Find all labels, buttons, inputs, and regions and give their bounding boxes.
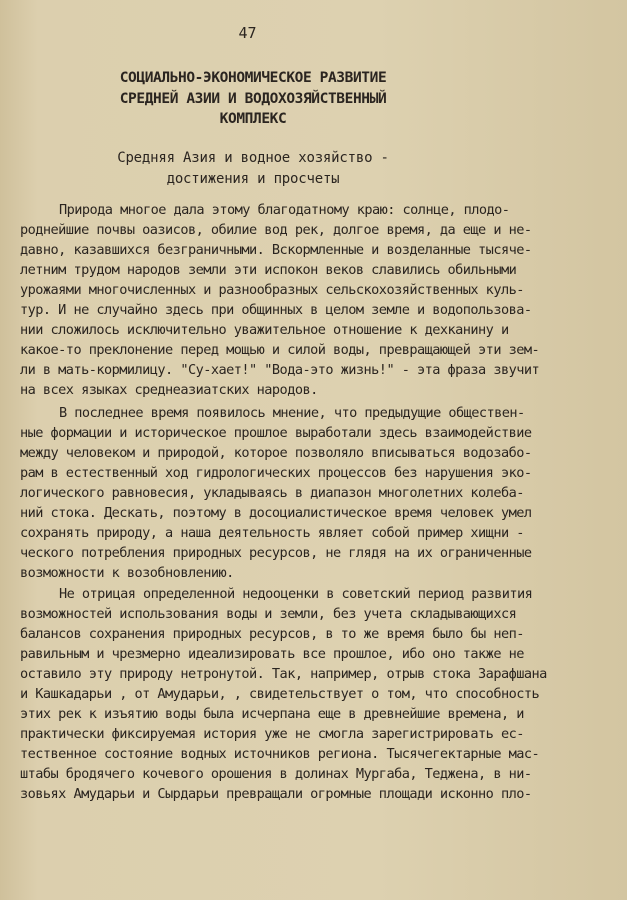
title-line-1: СОЦИАЛЬНО-ЭКОНОМИЧЕСКОЕ РАЗВИТИЕ [119, 70, 387, 86]
body-line: возможностей использования воды и земли, без учета складывающихся [20, 606, 517, 622]
body-line: роднейшие почвы оазисов, обилие вод рек, долгое время, да еще и не- [20, 222, 532, 238]
body-line: В последнее время появилось мнение, что предыдущие обществен- [59, 405, 525, 421]
body-line: давно, казавшихся безграничными. Вскормленные и возделанные тысяче- [20, 242, 532, 258]
body-line: рам в естественный ход гидрологических процессов без нарушения эко- [20, 465, 532, 481]
body-line: ческого потребления природных ресурсов, не глядя на их ограниченные [20, 545, 532, 561]
body-line: логического равновесия, укладываясь в диапазон многолетних колеба- [20, 485, 524, 501]
page-number: 47 [238, 24, 257, 42]
body-line: возможности к возобновлению. [20, 565, 234, 581]
title-line-3: КОМПЛЕКС [219, 111, 287, 127]
body-line: летним трудом народов земли эти испокон веков славились обильными [20, 262, 517, 278]
subtitle-line-1: Средняя Азия и водное хозяйство - [117, 150, 389, 166]
body-line: балансов сохранения природных ресурсов, в то же время было бы неп- [20, 626, 524, 642]
body-line: ные формации и историческое прошлое выработали здесь взаимодействие [20, 425, 532, 441]
body-line: тественное состояние водных источников региона. Тысячегектарные мас- [20, 746, 540, 762]
body-line: урожаями многочисленных и разнообразных сельскохозяйственных куль- [20, 282, 524, 298]
body-line: сохранять природу, а наша деятельность являет собой пример хищни - [20, 525, 524, 541]
body-line: зовьях Амударьи и Сырдарьи превращали огромные площади исконно пло- [20, 786, 532, 802]
body-line: ли в мать-кормилицу. "Су-хает!" "Вода-это жизнь!" - эта фраза звучит [20, 362, 540, 378]
body-line: оставило эту природу нетронутой. Так, например, отрыв стока Зарафшана [20, 666, 547, 682]
body-line: между человеком и природой, которое позволяло вписываться водозабо- [20, 445, 532, 461]
body-line: этих рек к изъятию воды была исчерпана еще в древнейшие времена, и [20, 706, 524, 722]
body-line: равильным и чрезмерно идеализировать все прошлое, ибо оно также не [20, 646, 524, 662]
body-line: ний стока. Дескать, поэтому в досоциалистическое время человек умел [20, 505, 532, 521]
body-line: Природа многое дала этому благодатному краю: солнце, плодо- [59, 202, 510, 218]
body-line: Не отрицая определенной недооценки в советский период развития [59, 586, 533, 602]
body-line: практически фиксируемая история уже не смогла зарегистрировать ес- [20, 726, 524, 742]
body-line: на всех языках среднеазиатских народов. [20, 382, 318, 398]
body-line: какое-то преклонение перед мощью и силой воды, превращающей эти зем- [20, 342, 540, 358]
body-line: нии сложилось исключительно уважительное отношение к дехканину и [20, 322, 509, 338]
body-line: тур. И не случайно здесь при общинных в целом земле и водопользова- [20, 302, 532, 318]
title-line-2: СРЕДНЕЙ АЗИИ И ВОДОХОЗЯЙСТВЕННЫЙ [119, 91, 387, 107]
body-line: штабы бродячего кочевого орошения в долинах Мургаба, Теджена, в ни- [20, 766, 532, 782]
body-line: и Кашкадарьи , от Амударьи, , свидетельствует о том, что способность [20, 686, 540, 702]
subtitle-line-2: достижения и просчеты [166, 171, 340, 187]
